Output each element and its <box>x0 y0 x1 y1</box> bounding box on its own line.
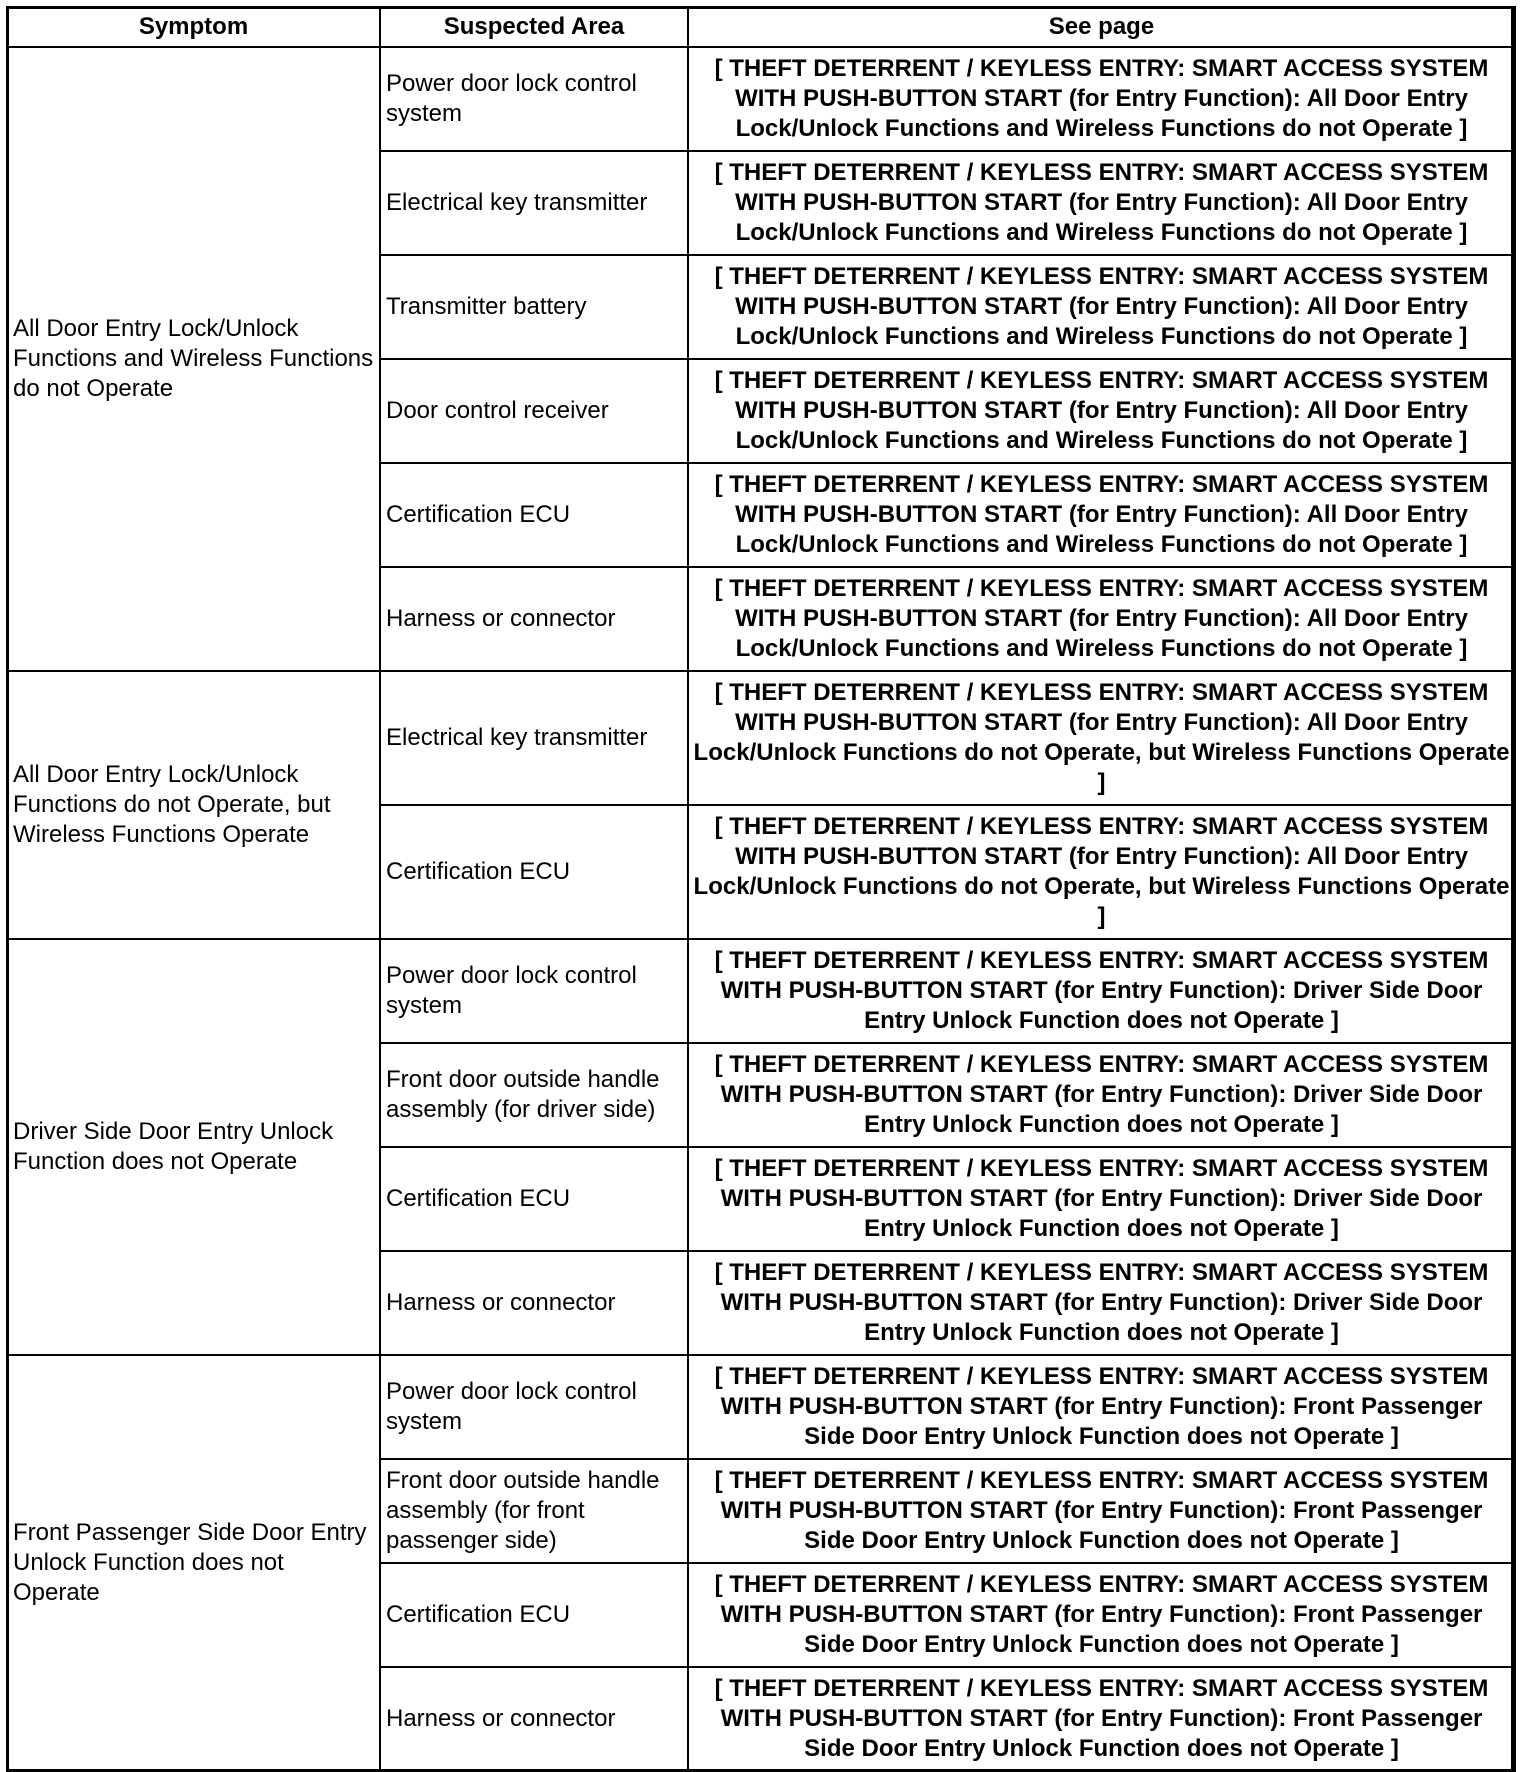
see-page-link[interactable]: [ THEFT DETERRENT / KEYLESS ENTRY: SMART ACCESS SYSTEM WITH PUSH-BUTTON START (for Entry Function): All Door Entry Lock/Unlock Functions and Wireless Functions do not Operate ] <box>688 567 1515 671</box>
suspected-area-cell: Harness or connector <box>380 1667 688 1771</box>
suspected-area-cell: Front door outside handle assembly (for driver side) <box>380 1043 688 1147</box>
header-symptom: Symptom <box>7 7 380 47</box>
suspected-area-cell: Harness or connector <box>380 567 688 671</box>
see-page-link[interactable]: [ THEFT DETERRENT / KEYLESS ENTRY: SMART ACCESS SYSTEM WITH PUSH-BUTTON START (for Entry Function): All Door Entry Lock/Unlock Functions do not Operate, but Wireless Functions Operate ] <box>688 671 1515 805</box>
symptom-cell: All Door Entry Lock/Unlock Functions do not Operate, but Wireless Functions Operate <box>7 671 380 939</box>
table-row <box>7 47 1515 151</box>
see-page-link[interactable]: [ THEFT DETERRENT / KEYLESS ENTRY: SMART ACCESS SYSTEM WITH PUSH-BUTTON START (for Entry Function): Front Passenger Side Door Entry Unlock Function does not Operate ] <box>688 1459 1515 1563</box>
symptom-cell: Front Passenger Side Door Entry Unlock Function does not Operate <box>7 1355 380 1771</box>
see-page-link[interactable]: [ THEFT DETERRENT / KEYLESS ENTRY: SMART ACCESS SYSTEM WITH PUSH-BUTTON START (for Entry Function): Driver Side Door Entry Unlock Function does not Operate ] <box>688 939 1515 1043</box>
see-page-link[interactable]: [ THEFT DETERRENT / KEYLESS ENTRY: SMART ACCESS SYSTEM WITH PUSH-BUTTON START (for Entry Function): Driver Side Door Entry Unlock Function does not Operate ] <box>688 1043 1515 1147</box>
see-page-link[interactable]: [ THEFT DETERRENT / KEYLESS ENTRY: SMART ACCESS SYSTEM WITH PUSH-BUTTON START (for Entry Function): Front Passenger Side Door Entry Unlock Function does not Operate ] <box>688 1563 1515 1667</box>
troubleshooting-table <box>6 6 1516 1772</box>
table-row <box>7 939 1515 1043</box>
suspected-area-cell: Electrical key transmitter <box>380 671 688 805</box>
header-see-page: See page <box>688 7 1515 47</box>
suspected-area-cell: Certification ECU <box>380 463 688 567</box>
table-row <box>7 1355 1515 1459</box>
symptom-cell: Driver Side Door Entry Unlock Function does not Operate <box>7 939 380 1355</box>
troubleshooting-table-wrapper <box>6 6 1514 1772</box>
see-page-link[interactable]: [ THEFT DETERRENT / KEYLESS ENTRY: SMART ACCESS SYSTEM WITH PUSH-BUTTON START (for Entry Function): All Door Entry Lock/Unlock Functions and Wireless Functions do not Operate ] <box>688 255 1515 359</box>
see-page-link[interactable]: [ THEFT DETERRENT / KEYLESS ENTRY: SMART ACCESS SYSTEM WITH PUSH-BUTTON START (for Entry Function): All Door Entry Lock/Unlock Functions do not Operate, but Wireless Functions Operate ] <box>688 805 1515 939</box>
suspected-area-cell: Transmitter battery <box>380 255 688 359</box>
suspected-area-cell: Power door lock control system <box>380 47 688 151</box>
suspected-area-cell: Certification ECU <box>380 1147 688 1251</box>
see-page-link[interactable]: [ THEFT DETERRENT / KEYLESS ENTRY: SMART ACCESS SYSTEM WITH PUSH-BUTTON START (for Entry Function): All Door Entry Lock/Unlock Functions and Wireless Functions do not Operate ] <box>688 359 1515 463</box>
table-row <box>7 671 1515 805</box>
suspected-area-cell: Certification ECU <box>380 1563 688 1667</box>
suspected-area-cell: Front door outside handle assembly (for front passenger side) <box>380 1459 688 1563</box>
symptom-cell: All Door Entry Lock/Unlock Functions and Wireless Functions do not Operate <box>7 47 380 671</box>
see-page-link[interactable]: [ THEFT DETERRENT / KEYLESS ENTRY: SMART ACCESS SYSTEM WITH PUSH-BUTTON START (for Entry Function): Front Passenger Side Door Entry Unlock Function does not Operate ] <box>688 1667 1515 1771</box>
suspected-area-cell: Electrical key transmitter <box>380 151 688 255</box>
suspected-area-cell: Door control receiver <box>380 359 688 463</box>
suspected-area-cell: Power door lock control system <box>380 1355 688 1459</box>
header-suspected-area: Suspected Area <box>380 7 688 47</box>
see-page-link[interactable]: [ THEFT DETERRENT / KEYLESS ENTRY: SMART ACCESS SYSTEM WITH PUSH-BUTTON START (for Entry Function): All Door Entry Lock/Unlock Functions and Wireless Functions do not Operate ] <box>688 463 1515 567</box>
suspected-area-cell: Power door lock control system <box>380 939 688 1043</box>
see-page-link[interactable]: [ THEFT DETERRENT / KEYLESS ENTRY: SMART ACCESS SYSTEM WITH PUSH-BUTTON START (for Entry Function): Driver Side Door Entry Unlock Function does not Operate ] <box>688 1147 1515 1251</box>
see-page-link[interactable]: [ THEFT DETERRENT / KEYLESS ENTRY: SMART ACCESS SYSTEM WITH PUSH-BUTTON START (for Entry Function): Driver Side Door Entry Unlock Function does not Operate ] <box>688 1251 1515 1355</box>
see-page-link[interactable]: [ THEFT DETERRENT / KEYLESS ENTRY: SMART ACCESS SYSTEM WITH PUSH-BUTTON START (for Entry Function): Front Passenger Side Door Entry Unlock Function does not Operate ] <box>688 1355 1515 1459</box>
header-row <box>7 7 1515 47</box>
suspected-area-cell: Certification ECU <box>380 805 688 939</box>
see-page-link[interactable]: [ THEFT DETERRENT / KEYLESS ENTRY: SMART ACCESS SYSTEM WITH PUSH-BUTTON START (for Entry Function): All Door Entry Lock/Unlock Functions and Wireless Functions do not Operate ] <box>688 47 1515 151</box>
see-page-link[interactable]: [ THEFT DETERRENT / KEYLESS ENTRY: SMART ACCESS SYSTEM WITH PUSH-BUTTON START (for Entry Function): All Door Entry Lock/Unlock Functions and Wireless Functions do not Operate ] <box>688 151 1515 255</box>
suspected-area-cell: Harness or connector <box>380 1251 688 1355</box>
